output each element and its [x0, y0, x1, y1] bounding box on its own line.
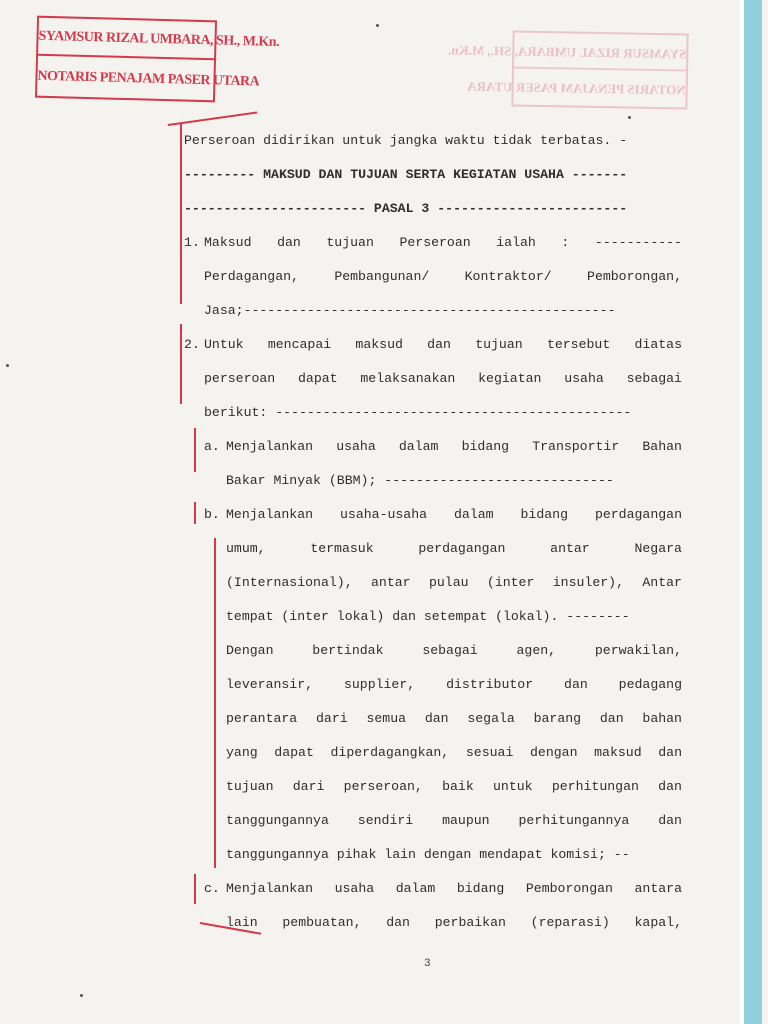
notary-stamp — [35, 16, 280, 103]
text-line: Dengan bertindak sebagai agen, perwakilan, — [226, 643, 682, 658]
text-line: umum, termasuk perdagangan antar Negara — [226, 541, 682, 556]
item-number: 2. — [184, 337, 200, 352]
stamp-bleed-through — [447, 30, 688, 109]
scan-speck — [376, 24, 379, 27]
text-line: lain pembuatan, dan perbaikan (reparasi) kapal, — [226, 915, 682, 930]
text-line: Bakar Minyak (BBM); ----------------------------- — [226, 473, 614, 488]
text-line: Menjalankan usaha dalam bidang Pemborongan antara — [226, 881, 682, 896]
text-line: berikut: --------------------------------------------- — [204, 405, 632, 420]
text-line: yang dapat diperdagangkan, sesuai dengan maksud dan — [226, 745, 682, 760]
scan-speck — [6, 364, 9, 367]
text-line: perantara dari semua dan segala barang dan bahan — [226, 711, 682, 726]
text-line: tempat (inter lokal) dan setempat (lokal). -------- — [226, 609, 630, 624]
margin-line — [180, 124, 182, 304]
stamp-name: SYAMSUR RIZAL UMBARA, SH., M.Kn. — [38, 20, 215, 61]
page-edge-strip — [744, 0, 762, 1024]
item-number: 1. — [184, 235, 200, 250]
text-line: tanggungannya pihak lain dengan mendapat komisi; -- — [226, 847, 630, 862]
item-letter: b. — [204, 507, 220, 522]
text-line: tujuan dari perseroan, baik untuk perhitungan dan — [226, 779, 682, 794]
margin-line — [194, 428, 196, 472]
ghost-stamp-name: SYAMSUR RIZAL UMBARA, SH., M.Kn. — [514, 37, 687, 72]
text-line: tanggungannya sendiri maupun perhitungannya dan — [226, 813, 682, 828]
scan-speck — [628, 116, 631, 119]
margin-line — [214, 538, 216, 868]
item-letter: c. — [204, 881, 220, 896]
margin-line — [180, 324, 182, 404]
text-line: Jasa;----------------------------------------------- — [204, 303, 616, 318]
ghost-stamp-title: NOTARIS PENAJAM PASER UTARA — [467, 78, 686, 98]
text-line: (Internasional), antar pulau (inter insuler), Antar — [226, 575, 682, 590]
scan-speck — [80, 994, 83, 997]
page-number: 3 — [424, 958, 431, 970]
article-heading: ----------------------- PASAL 3 ------------------------ — [184, 201, 628, 216]
text-line: Perseroan didirikan untuk jangka waktu tidak terbatas. - — [184, 133, 628, 148]
margin-line — [194, 502, 196, 524]
section-heading: --------- MAKSUD DAN TUJUAN SERTA KEGIATAN USAHA ------- — [184, 167, 628, 182]
text-line: Menjalankan usaha-usaha dalam bidang perdagangan — [226, 507, 682, 522]
margin-line — [194, 874, 196, 904]
text-line: leveransir, supplier, distributor dan pedagang — [226, 677, 682, 692]
item-letter: a. — [204, 439, 220, 454]
text-line: Perdagangan, Pembangunan/ Kontraktor/ Pemborongan, — [204, 269, 682, 284]
text-line: perseroan dapat melaksanakan kegiatan usaha sebagai — [204, 371, 682, 386]
stamp-title: NOTARIS PENAJAM PASER UTARA — [37, 68, 260, 90]
text-line: Untuk mencapai maksud dan tujuan tersebut diatas — [204, 337, 682, 352]
text-line: Menjalankan usaha dalam bidang Transportir Bahan — [226, 439, 682, 454]
text-line: Maksud dan tujuan Perseroan ialah : ----------- — [204, 235, 682, 250]
